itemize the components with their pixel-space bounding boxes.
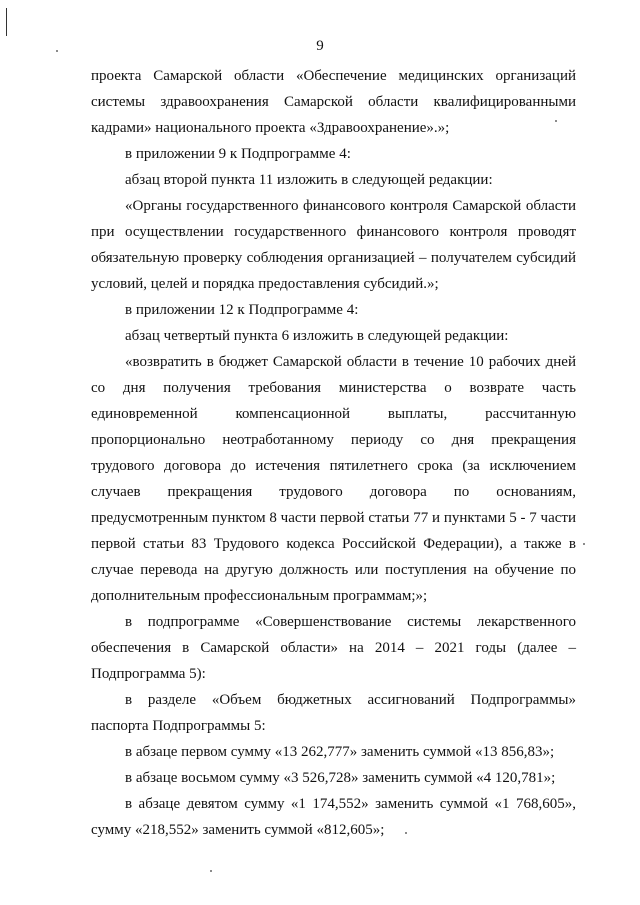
paragraph: проекта Самарской области «Обеспечение медицинских организаций системы здравоохранения Самарской области квалифицированными кадрами» национального проекта «Здравоохранение».»;: [91, 68, 576, 136]
paragraph: «Органы государственного финансового контроля Самарской области при осуществлении государственного финансового контроля проводят обязательную проверку соблюдения организацией – получателем субсидий условий, целей и порядка предоставления субсидий.»;: [91, 198, 576, 292]
scan-speck: [583, 543, 585, 545]
paragraph: в абзаце восьмом сумму «3 526,728» заменить суммой «4 120,781»;: [125, 770, 556, 786]
paragraph: в подпрограмме «Совершенствование системы лекарственного обеспечения в Самарской области» на 2014 – 2021 годы (далее – Подпрограмма 5):: [91, 614, 576, 682]
document-body: [91, 63, 576, 843]
paragraph: в абзаце первом сумму «13 262,777» заменить суммой «13 856,83»;: [125, 744, 555, 760]
page-number: 9: [316, 38, 324, 54]
scan-margin-line: [6, 8, 7, 36]
paragraph: абзац второй пункта 11 изложить в следующей редакции:: [125, 172, 493, 188]
scan-speck: [210, 870, 212, 872]
paragraph: в разделе «Объем бюджетных ассигнований Подпрограммы» паспорта Подпрограммы 5:: [91, 692, 576, 734]
paragraph: в абзаце девятом сумму «1 174,552» заменить суммой «1 768,605», сумму «218,552» заменить суммой «812,605»;: [91, 796, 576, 838]
paragraph: «возвратить в бюджет Самарской области в течение 10 рабочих дней со дня получения требования министерства о возврате часть единовременной компенсационной выплаты, рассчитанную пропорционально неотработанному периоду со дня прекращения трудового договора до истечения пятилетнего срока (за исключением случаев прекращения трудового договора по основаниям, предусмотренным пунктом 8 части первой статьи 77 и пунктами 5 - 7 части первой статьи 83 Трудового кодекса Российской Федерации), а также в случае перевода на другую должность или поступления на обучение по дополнительным профессиональным программам;»;: [91, 354, 576, 604]
paragraph: абзац четвертый пункта 6 изложить в следующей редакции:: [125, 328, 509, 344]
paragraph: в приложении 12 к Подпрограмме 4:: [125, 302, 359, 318]
paragraph: в приложении 9 к Подпрограмме 4:: [125, 146, 351, 162]
